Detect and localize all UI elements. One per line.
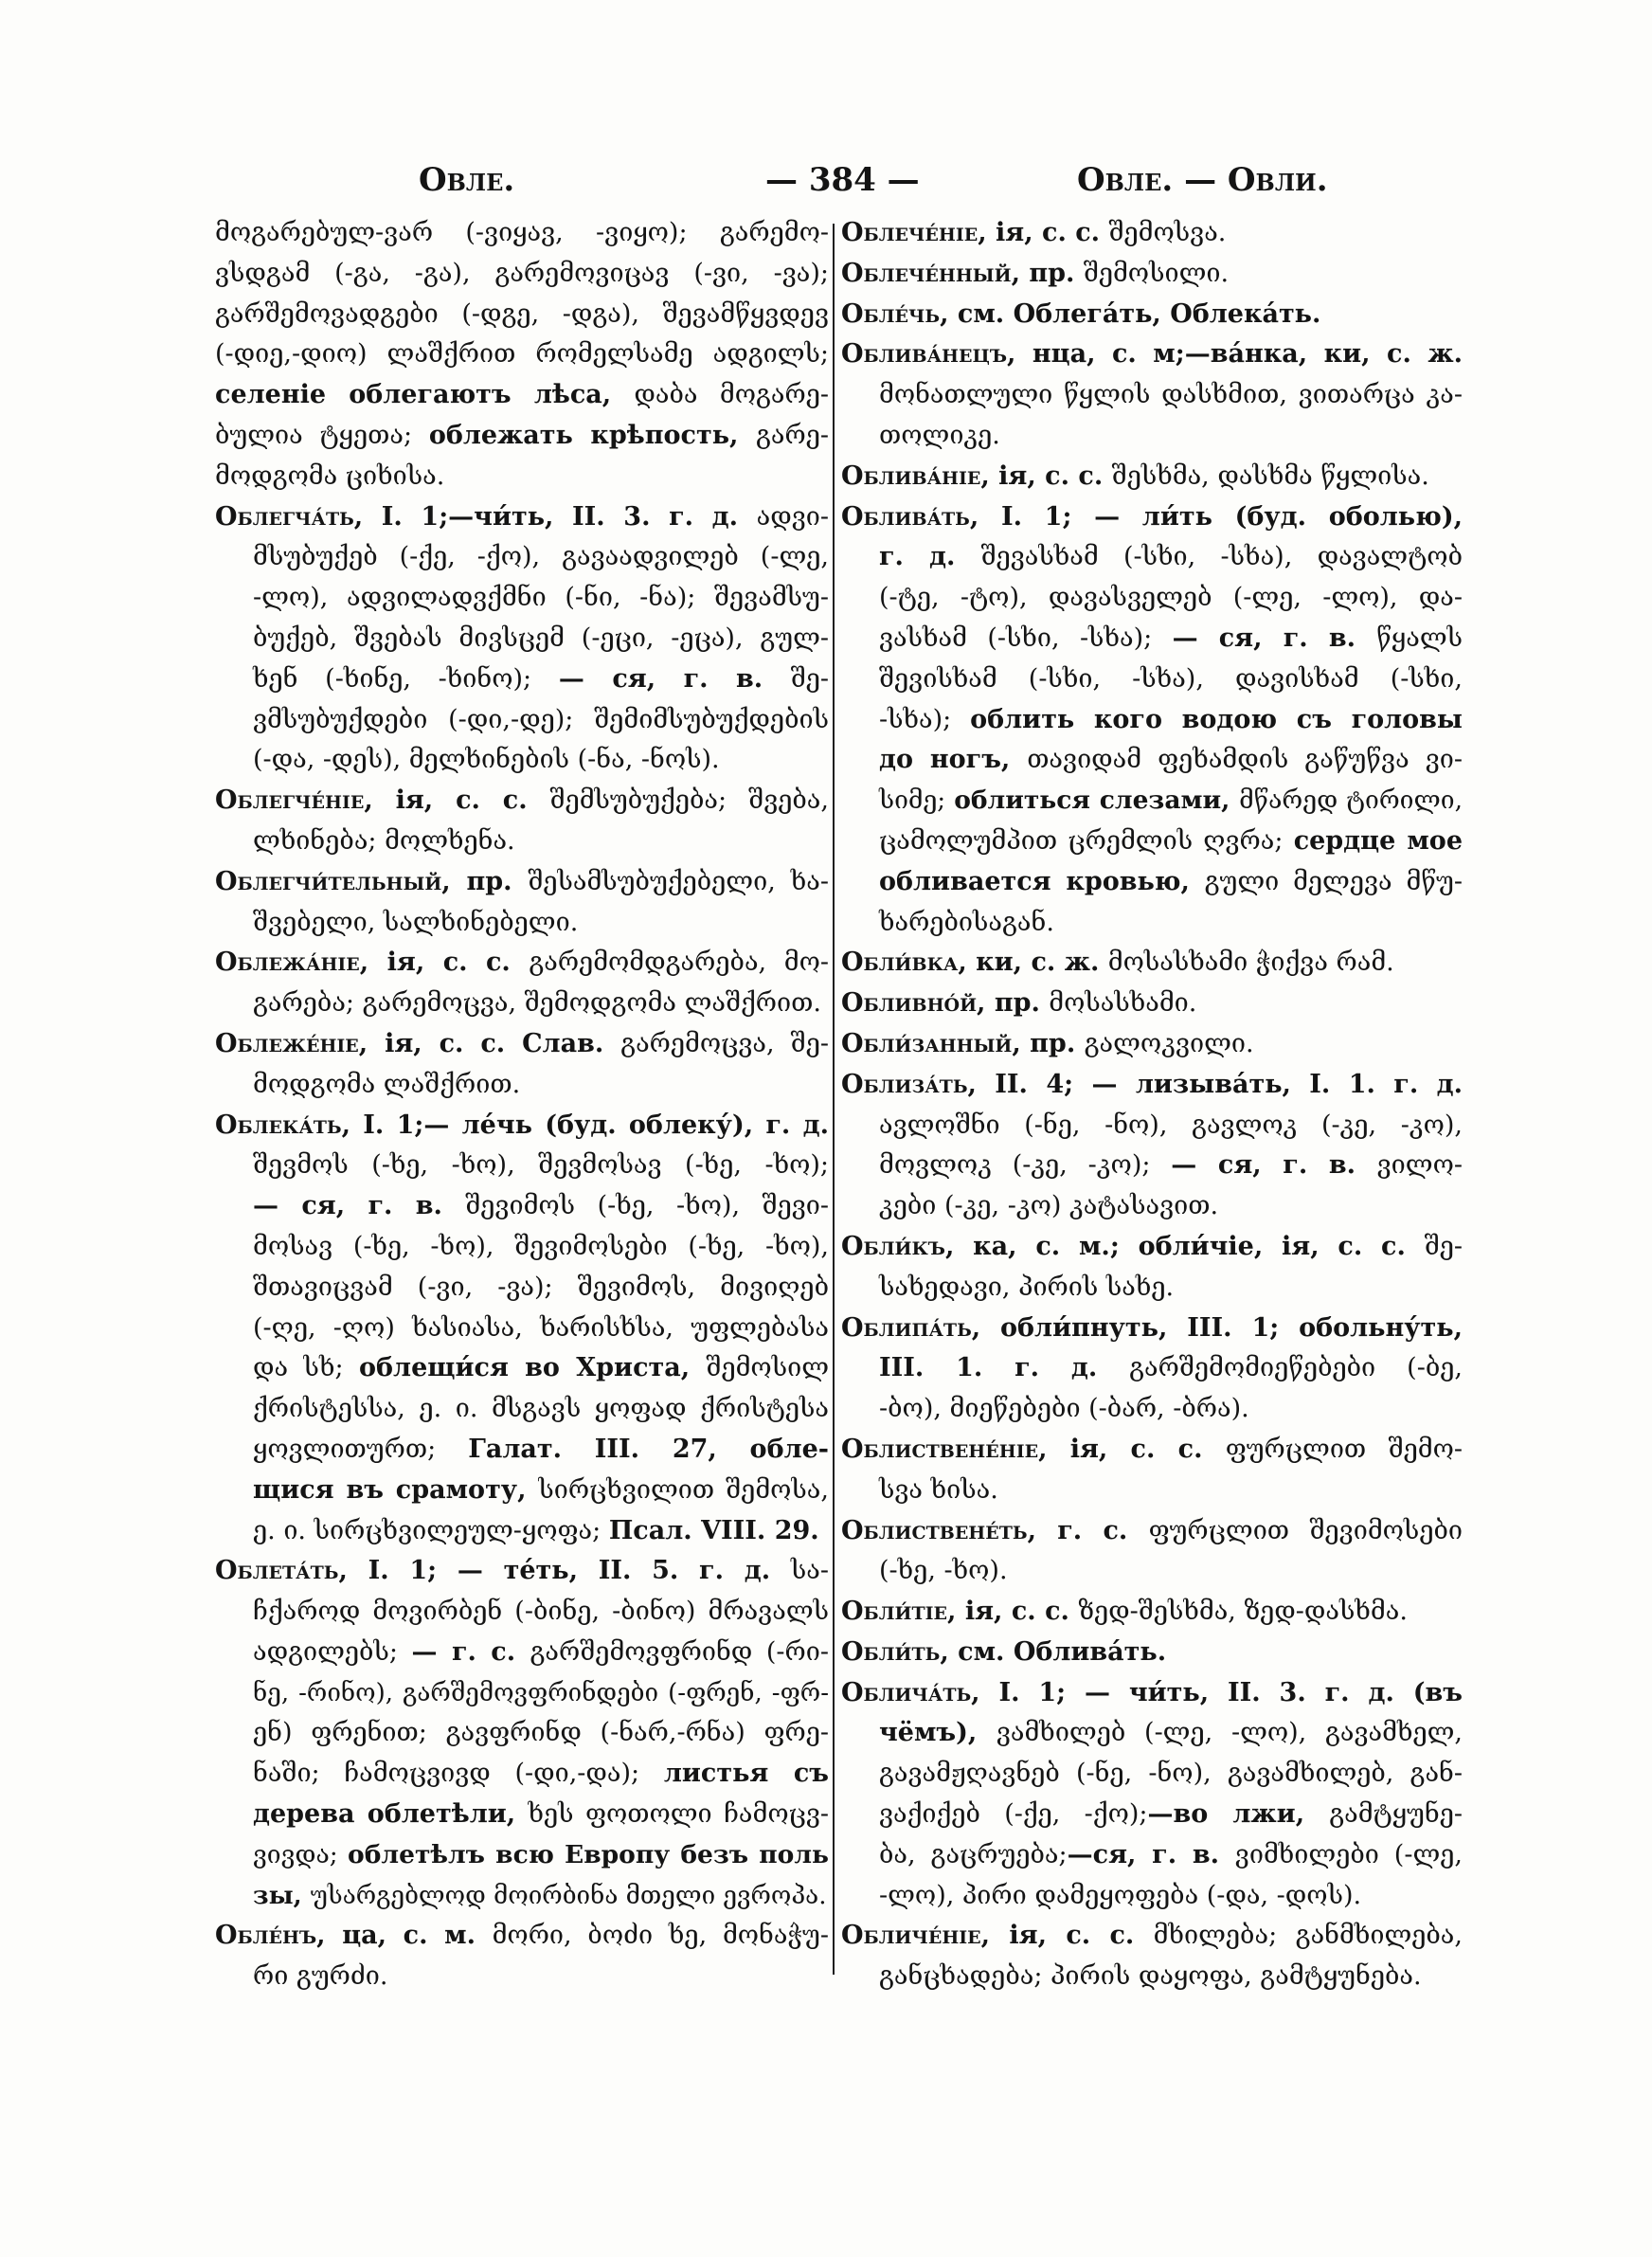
georgian-text: ენ) ფრენით; გავფრინდ (-ნარ,-რნა) ფრე-	[253, 1718, 829, 1748]
georgian-text: შემოსილ	[706, 1353, 829, 1383]
georgian-text: ვაქიქებ (-ქე, -ქო);	[879, 1799, 1148, 1830]
georgian-text: ე. ი. სირცხვილეულ-ყოფა;	[253, 1515, 609, 1545]
entry-line	[215, 1754, 829, 1795]
entry-line	[841, 619, 1463, 659]
entry-line	[215, 1348, 829, 1389]
entry-line	[841, 1268, 1463, 1309]
georgian-text: (-და, -დეს), მელხინების (-ნა, -ნოს).	[253, 745, 720, 775]
headword: Облегча́ть	[215, 501, 354, 532]
georgian-text: შევისხამ (-სხი, -სხა), დავისხამ (-სხი,	[879, 663, 1463, 694]
georgian-text: მოვლოკ (-კე, -კო);	[879, 1150, 1172, 1181]
dictionary-entry	[841, 457, 1463, 497]
headword: Облиствене́ть	[841, 1515, 1028, 1545]
entry-line	[215, 1713, 829, 1754]
georgian-text: ჩქაროდ მოვირბენ (-ბინე, -ბინო) მრავალს	[253, 1597, 829, 1627]
headword: Облиствене́ніе	[841, 1434, 1039, 1464]
entry-line	[841, 1957, 1463, 1997]
headword: Обли́занный	[841, 1028, 1013, 1058]
entry-line	[215, 1227, 829, 1268]
entry-line	[841, 1754, 1463, 1795]
georgian-text: შე-	[790, 663, 829, 694]
russian-text: обливается кровью,	[879, 866, 1205, 896]
georgian-text: მსუბუქებ (-ქე, -ქო), გავაადვილებ (-ლე,	[253, 542, 829, 572]
russian-text: , ія, с. с.	[978, 218, 1109, 247]
entry-line	[841, 497, 1463, 538]
georgian-text: ვილო-	[1376, 1150, 1463, 1181]
entry-line	[215, 862, 829, 903]
entry-line	[841, 1146, 1463, 1186]
entry-line	[841, 1673, 1463, 1714]
entry-line	[841, 1227, 1463, 1268]
headword: Облиза́ть	[841, 1069, 968, 1099]
entry-line	[215, 1430, 829, 1471]
dictionary-entry	[841, 497, 1463, 944]
entry-line	[215, 537, 829, 578]
headword: Облече́нный	[841, 258, 1012, 288]
entry-line	[215, 700, 829, 741]
entry-line	[841, 1876, 1463, 1917]
entry-line	[841, 740, 1463, 781]
georgian-text: წყალს	[1376, 623, 1463, 653]
entry-line	[841, 295, 1463, 335]
georgian-text: ხარებისაგან.	[879, 907, 1054, 937]
georgian-text: ვმსუბუქდები (-დი,-დე); შემიმსუბუქდების	[253, 704, 829, 734]
georgian-text: შემსუბუქება; შვება,	[549, 785, 829, 816]
headword: Обливно́й	[841, 988, 978, 1019]
headword: Обличе́ніе	[841, 1921, 981, 1951]
entry-line	[215, 659, 829, 700]
entry-line	[841, 1309, 1463, 1349]
russian-text: — ся, г. в.	[1171, 1150, 1377, 1181]
georgian-text: შთავიცვამ (-ვი, -ვა); შევიმოს, მივიღებ	[253, 1272, 829, 1302]
entry-line	[841, 1065, 1463, 1106]
entry-line	[841, 1835, 1463, 1876]
entry-line	[841, 1024, 1463, 1065]
russian-text: Галат. III. 27, обле-	[468, 1434, 829, 1464]
entry-line	[215, 903, 829, 944]
entry-line	[215, 1673, 829, 1714]
headword: Облече́ніе	[841, 218, 979, 247]
russian-text: , пр.	[1012, 1028, 1085, 1058]
georgian-text: შესხმა, დასხმა წყლისა.	[1111, 460, 1429, 491]
entry-line	[841, 416, 1463, 457]
georgian-text: ვიმხილები (-ლე,	[1234, 1839, 1463, 1869]
georgian-text: მხილება; განმხილება,	[1153, 1921, 1463, 1951]
dictionary-entry	[841, 1309, 1463, 1430]
entry-line	[215, 213, 829, 254]
georgian-text: ვივდა;	[253, 1839, 349, 1869]
georgian-text: გარშემოვფრინდ (-რი-	[530, 1636, 829, 1667]
russian-text: , ца, с. м.	[316, 1921, 493, 1951]
georgian-text: კები (-კე, -კო) კატასავით.	[879, 1191, 1219, 1221]
entry-line	[841, 903, 1463, 944]
headword: Облегчи́тельный	[215, 866, 442, 896]
russian-text: — г. с.	[411, 1636, 530, 1667]
russian-text: г. д.	[879, 542, 981, 572]
entry-line	[215, 457, 829, 497]
dictionary-entry	[841, 1916, 1463, 1997]
georgian-text: გული მელევა მწუ-	[1204, 866, 1463, 896]
headword: Облека́ть	[215, 1110, 342, 1140]
entry-line	[841, 1633, 1463, 1673]
dictionary-entry	[215, 862, 829, 944]
entry-line	[841, 862, 1463, 903]
right-column	[841, 213, 1463, 1997]
entry-line	[841, 1348, 1463, 1389]
georgian-text: შევიმოს (-ხე, -ხო), შევი-	[465, 1191, 829, 1221]
georgian-text: ბულია ტყეთა;	[215, 420, 429, 450]
georgian-text: შემოსილი.	[1083, 258, 1230, 288]
russian-text: Псал. VIII. 29.	[608, 1515, 819, 1545]
entry-line	[215, 1876, 829, 1917]
entry-line	[215, 1146, 829, 1186]
russian-text: , см. Облега́ть, Облека́ть.	[940, 298, 1321, 329]
georgian-text: განცხადება; პირის დაყოფა, გამტყუნება.	[879, 1961, 1422, 1992]
entry-line	[215, 822, 829, 862]
georgian-text: ავლოშნი (-ნე, -ნო), გავლოკ (-კე, -კო),	[879, 1110, 1463, 1140]
entry-line	[841, 334, 1463, 375]
georgian-text: ფურცლით შემო-	[1225, 1434, 1463, 1464]
entry-line	[841, 1916, 1463, 1957]
russian-text: , пр.	[1011, 258, 1084, 288]
dictionary-entry	[841, 254, 1463, 295]
georgian-text: თოლიკე.	[879, 420, 1000, 450]
georgian-text: გარება; გარემოცვა, შემოდგომა ლაშქრით.	[253, 988, 821, 1019]
georgian-text: ფურცლით შევიმოსები	[1148, 1515, 1463, 1545]
entry-line	[215, 375, 829, 416]
entry-line	[215, 1309, 829, 1349]
dictionary-entry	[841, 1227, 1463, 1309]
georgian-text: (-დიე,-დიო) ლაშქრით რომელსამე ადგილს;	[215, 339, 829, 370]
entry-line	[215, 1268, 829, 1309]
left-column	[215, 213, 829, 1997]
georgian-text: ვამხილებ (-ლე, -ლო), გავამხელ,	[996, 1718, 1463, 1748]
russian-text: облить кого водою съ головы	[970, 704, 1463, 734]
russian-text: зы,	[253, 1881, 311, 1910]
russian-text: , ія, с. с.	[980, 460, 1112, 491]
georgian-text: სვა ხისა.	[879, 1474, 998, 1505]
russian-text: , II. 4; — лизыва́ть, I. 1. г. д.	[967, 1069, 1463, 1099]
dictionary-entry	[841, 984, 1463, 1024]
russian-text: , ія, с. с.	[359, 948, 530, 978]
entry-line	[841, 1471, 1463, 1511]
georgian-text: შემოსვა.	[1108, 218, 1227, 247]
georgian-text: ლხინება; მოლხენა.	[253, 825, 515, 856]
georgian-text: ადვი-	[756, 501, 829, 532]
entry-line	[841, 943, 1463, 984]
entry-line	[215, 943, 829, 984]
russian-text: сердце мое	[1293, 825, 1463, 856]
russian-text: облещи́ся во Христа,	[359, 1353, 707, 1383]
column-divider	[833, 224, 835, 1975]
russian-text: —во лжи,	[1147, 1799, 1330, 1830]
entry-line	[215, 254, 829, 295]
georgian-text: დაბა მოგარე-	[634, 380, 829, 410]
entry-line	[841, 375, 1463, 416]
dictionary-entry	[841, 334, 1463, 456]
russian-text: дерева облетѣли,	[253, 1799, 529, 1830]
entry-line	[841, 254, 1463, 295]
entry-line	[841, 457, 1463, 497]
dictionary-entry	[215, 1551, 829, 1916]
russian-text: , I. 1; — те́ть, II. 5. г. д.	[338, 1556, 791, 1586]
georgian-text: ნაში; ჩამოცვივდ (-დი,-და);	[253, 1759, 664, 1789]
georgian-text: ვსდგამ (-გა, -გა), გარემოვიცავ (-ვი, -ვა);	[215, 258, 829, 288]
dictionary-entry	[841, 295, 1463, 335]
dictionary-entry	[215, 497, 829, 782]
georgian-text: მოსავ (-ხე, -ხო), შევიმოსები (-ხე, -ხო),	[253, 1231, 829, 1261]
russian-text: , I. 1; — ли́ть (буд. оболью),	[969, 501, 1463, 532]
entry-line	[841, 1430, 1463, 1471]
georgian-text: გამტყუნე-	[1329, 1799, 1463, 1830]
georgian-text: გარშემომიეწებები (-ბე,	[1129, 1353, 1463, 1383]
georgian-text: გარშემოვადგები (-დგე, -დგა), შევამწყვდევ	[215, 298, 829, 329]
dictionary-entry	[841, 1633, 1463, 1673]
georgian-text: ადგილებს;	[253, 1636, 412, 1667]
entry-line	[215, 1633, 829, 1673]
russian-text: облежать крѣпость,	[428, 420, 756, 450]
georgian-text: მოსასხამი.	[1049, 988, 1197, 1019]
georgian-text: ვასხამ (-სხი, -სხა);	[879, 623, 1173, 653]
georgian-text: -სხა);	[879, 704, 971, 734]
georgian-text: შვებელი, სალხინებელი.	[253, 907, 579, 937]
entry-line	[841, 1795, 1463, 1835]
dictionary-entry	[215, 1106, 829, 1552]
entry-line	[215, 1551, 829, 1592]
russian-text: , ки, с. ж.	[958, 948, 1108, 978]
entry-line	[215, 334, 829, 375]
entry-line	[215, 1916, 829, 1957]
entry-line	[841, 1389, 1463, 1430]
entry-line	[841, 822, 1463, 862]
dictionary-entry	[215, 1024, 829, 1106]
georgian-text: -ბო), მიეწებები (-ბარ, -ბრა).	[879, 1394, 1249, 1424]
headword: Облива́ніе	[841, 460, 981, 491]
entry-line	[215, 1065, 829, 1106]
entry-line	[215, 1592, 829, 1633]
headword: Облежа́ніе	[215, 948, 360, 978]
headword: Облива́ть	[841, 501, 970, 532]
georgian-text: გარემოცვა, შე-	[620, 1028, 829, 1058]
headword: Обли́къ	[841, 1231, 945, 1261]
russian-text: , ія, с. с.	[980, 1921, 1154, 1951]
georgian-text: მოგარებულ-ვარ (-ვიყავ, -ვიყო); გარემო-	[215, 218, 829, 247]
georgian-text: (-ტე, -ტო), დავასველებ (-ლე, -ლო), და-	[879, 583, 1463, 613]
russian-text: — ся, г. в.	[558, 663, 791, 694]
georgian-text: შევმოს (-ხე, -ხო), შევმოსავ (-ხე, -ხო);	[253, 1150, 829, 1181]
dictionary-entry	[841, 1024, 1463, 1065]
georgian-text: მოდგომა ლაშქრით.	[253, 1069, 521, 1099]
dictionary-entry	[841, 1592, 1463, 1633]
headword: Обле́чь	[841, 298, 941, 329]
georgian-text: შესამსუბუქებელი, ხა-	[528, 866, 829, 896]
entry-line	[215, 1835, 829, 1876]
dictionary-entry	[841, 1065, 1463, 1227]
entry-line	[841, 537, 1463, 578]
headword: Облегче́ніе	[215, 785, 365, 816]
georgian-text: თავიდამ ფეხამდის გაწუწვა ვი-	[1027, 745, 1463, 775]
russian-text: , обли́пнуть, III. 1; обольну́ть,	[971, 1312, 1463, 1343]
dictionary-entry	[841, 1511, 1463, 1593]
russian-text: , ія, с. с.	[1038, 1434, 1226, 1464]
georgian-text: უსარგებლოდ მოირბინა მთელი ევროპა.	[310, 1881, 827, 1910]
russian-text: , ія, с. с.	[364, 785, 550, 816]
georgian-text: გალოკვილი.	[1084, 1028, 1254, 1058]
georgian-text: ცამოლუმპით ცრემლის ღვრა;	[879, 825, 1294, 856]
entry-line	[215, 781, 829, 822]
russian-text: — ся, г. в.	[253, 1191, 466, 1221]
russian-text: —ся, г. в.	[1067, 1839, 1235, 1869]
russian-text: , г. с.	[1027, 1515, 1149, 1545]
russian-text: , I. 1;—чи́ть, II. 3. г. д.	[353, 501, 757, 532]
georgian-text: და სხ;	[253, 1353, 360, 1383]
russian-text: , ка, с. м.; обли́чіе, ія, с. с.	[944, 1231, 1425, 1261]
entry-line	[841, 1511, 1463, 1552]
entry-line	[841, 700, 1463, 741]
georgian-text: ხენ (-ხინე, -ხინო);	[253, 663, 559, 694]
headword: Облета́ть	[215, 1556, 339, 1586]
dictionary-entry	[215, 781, 829, 862]
georgian-text: ყოვლითურთ;	[253, 1434, 469, 1464]
russian-text: , ія, с. с.	[947, 1597, 1079, 1627]
russian-text: , I. 1; — чи́ть, II. 3. г. д. (въ	[971, 1677, 1463, 1707]
georgian-text: ნე, -რინო), გარშემოვფრინდები (-ფრენ, -ფრ-	[253, 1678, 829, 1707]
russian-text: облиться слезами,	[954, 785, 1240, 816]
georgian-text: სირცხვილით შემოსა,	[538, 1474, 829, 1505]
georgian-text: სა-	[790, 1556, 829, 1586]
entry-line	[215, 619, 829, 659]
entry-line	[841, 1186, 1463, 1227]
entry-line	[841, 213, 1463, 254]
entry-line	[215, 578, 829, 619]
dictionary-entry	[841, 213, 1463, 254]
georgian-text: სახედავი, პირის სახე.	[879, 1272, 1175, 1302]
russian-text: , ія, с. с. Слав.	[358, 1028, 621, 1058]
headword: Облича́ть	[841, 1677, 972, 1707]
dictionary-entry	[841, 1430, 1463, 1511]
page-number: — 384 —	[765, 161, 920, 199]
entry-line	[215, 1957, 829, 1997]
entry-line	[215, 1471, 829, 1511]
headword: Обле́нъ	[215, 1921, 317, 1951]
entry-line	[215, 1024, 829, 1065]
russian-text: , см. Облива́ть.	[940, 1636, 1167, 1667]
russian-text: , нца, с. м;—ва́нка, ки, с. ж.	[1007, 339, 1463, 370]
georgian-text: (-ღე, -ღო) ხასიასა, ხარისხსა, უფლებასა	[253, 1312, 829, 1343]
entry-line	[215, 497, 829, 538]
russian-text: , пр.	[977, 988, 1050, 1019]
georgian-text: მოდგომა ციხისა.	[215, 460, 445, 491]
russian-text: — ся, г. в.	[1172, 623, 1377, 653]
entry-line	[841, 659, 1463, 700]
dictionary-entry	[841, 943, 1463, 984]
entry-line	[215, 416, 829, 457]
russian-text: , I. 1;— ле́чь (буд. облеку́), г. д.	[341, 1110, 829, 1140]
georgian-text: ქრისტესსა, ე. ი. მსგავს ყოფად ქრისტესა	[253, 1394, 829, 1424]
russian-text: III. 1. г. д.	[879, 1353, 1130, 1383]
georgian-text: გარემომდგარება, მო-	[529, 948, 829, 978]
dictionary-entry	[215, 943, 829, 1024]
running-head-left: Овле.	[419, 161, 515, 199]
georgian-text: შევასხამ (-სხი, -სხა), დავალტობ	[980, 542, 1463, 572]
entry-line	[215, 295, 829, 335]
georgian-text: ბა, გაცრუება;	[879, 1839, 1068, 1869]
georgian-text: მოსასხამი ჭიქვა რამ.	[1107, 948, 1394, 978]
entry-line	[841, 1551, 1463, 1592]
running-head-right: Овле. — Овли.	[1077, 161, 1328, 199]
entry-line	[215, 1511, 829, 1552]
georgian-text: მწარედ ტირილი,	[1239, 785, 1463, 816]
entry-line	[215, 1186, 829, 1227]
russian-text: , пр.	[441, 866, 529, 896]
entry-line	[841, 984, 1463, 1024]
entry-line	[215, 984, 829, 1024]
georgian-text: (-ხე, -ხო).	[879, 1556, 1008, 1586]
georgian-text: გავამჟღავნებ (-ნე, -ნო), გავამხილებ, გან-	[879, 1759, 1463, 1789]
dictionary-entry	[215, 1916, 829, 1997]
georgian-text: მონათლული წყლის დასხმით, ვითარცა კა-	[879, 380, 1463, 410]
headword: Обли́ть	[841, 1636, 941, 1667]
georgian-text: სიმე;	[879, 785, 955, 816]
entry-line	[841, 1713, 1463, 1754]
headword: Облеже́ніе	[215, 1028, 359, 1058]
headword: Облипа́ть	[841, 1312, 972, 1343]
georgian-text: -ლო), პირი დამეყოფება (-და, -დოს).	[879, 1880, 1362, 1910]
georgian-text: ზედ-შესხმა, ზედ-დასხმა.	[1078, 1597, 1408, 1627]
russian-text: селеніе облегаютъ лѣса,	[215, 380, 635, 410]
entry-line	[841, 781, 1463, 822]
georgian-text: გარე-	[755, 420, 829, 450]
entry-line	[215, 1106, 829, 1147]
entry-line	[841, 578, 1463, 619]
russian-text: щися въ срамоту,	[253, 1474, 539, 1505]
russian-text: чёмъ),	[879, 1718, 997, 1748]
georgian-text: ბუქებ, შვებას მივსცემ (-ეცი, -ეცა), გულ-	[253, 623, 829, 653]
georgian-text: -ლო), ადვილადვქმნი (-ნი, -ნა); შევამსუ-	[253, 583, 829, 613]
georgian-text: რი გურძი.	[253, 1961, 388, 1992]
entry-line	[841, 1592, 1463, 1633]
entry-line	[215, 1389, 829, 1430]
headword: Обли́тіе	[841, 1597, 948, 1627]
headword: Обли́вка	[841, 948, 959, 978]
georgian-text: ხეს ფოთოლი ჩამოცვ-	[528, 1799, 830, 1830]
georgian-text: მორი, ბოძი ხე, მონაჭუ-	[492, 1921, 829, 1951]
dictionary-entry	[841, 1673, 1463, 1917]
dictionary-entry	[215, 213, 829, 497]
entry-line	[215, 740, 829, 781]
russian-text: облетѣлъ всю Европу безъ поль	[348, 1839, 829, 1869]
russian-text: листья съ	[663, 1759, 829, 1789]
headword: Облива́нецъ	[841, 339, 1008, 370]
entry-line	[841, 1106, 1463, 1147]
entry-line	[215, 1795, 829, 1835]
georgian-text: შე-	[1424, 1231, 1463, 1261]
russian-text: до ногъ,	[879, 745, 1028, 775]
